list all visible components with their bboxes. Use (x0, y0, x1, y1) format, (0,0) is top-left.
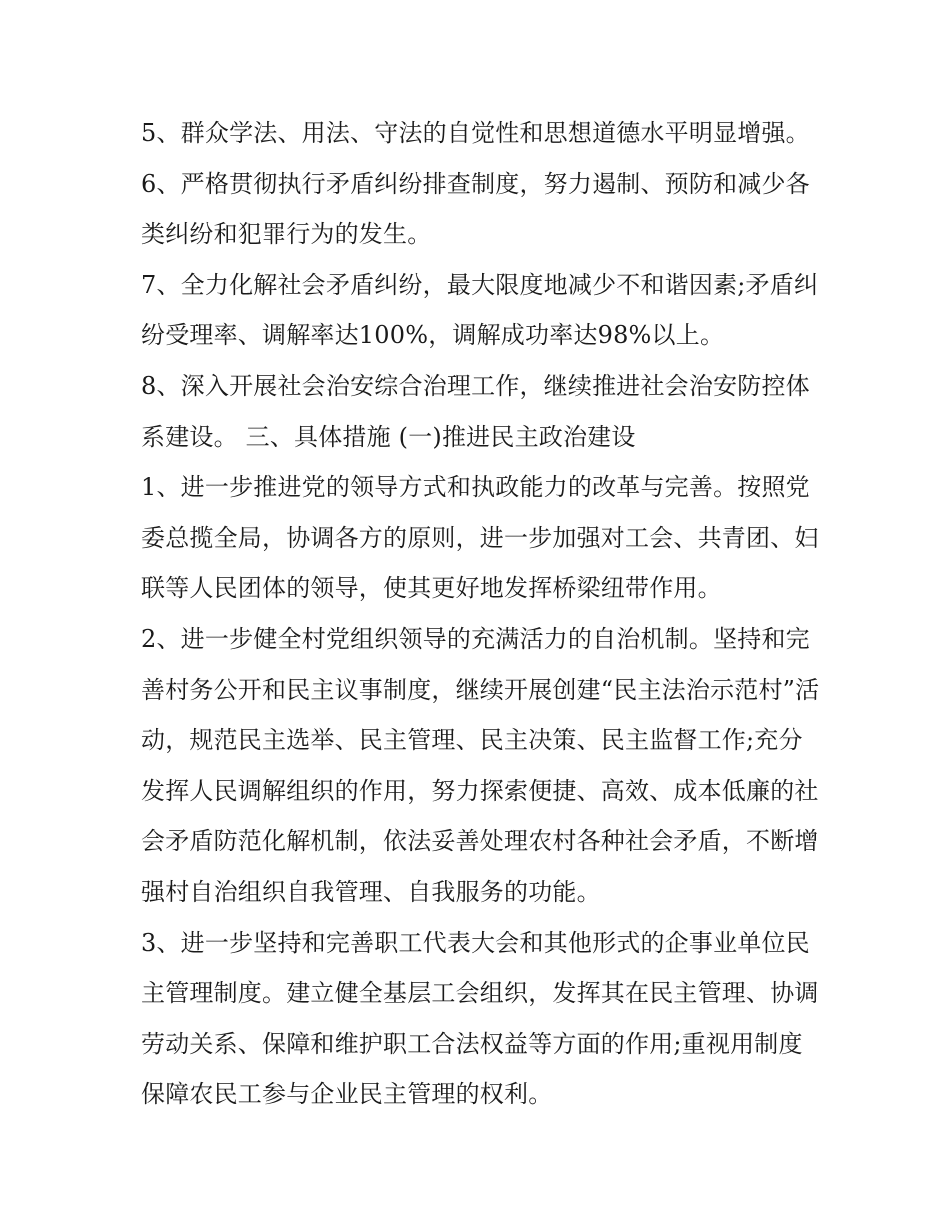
paragraph-measure-2: 2、进一步健全村党组织领导的充满活力的自治机制。坚持和完善村务公开和民主议事制度，继续开展创建“民主法治示范村”活动，规范民主选举、民主管理、民主决策、民主监督工作;充分发挥人民调解组织的作用，努力探索便捷、高效、成本低廉的社会矛盾防范化解机制，依法妥善处理农村各种社会矛盾，不断增强村自治组织自我管理、自我服务的功能。 (141, 624, 820, 906)
paragraph-item-7: 7、全力化解社会矛盾纠纷，最大限度地减少不和谐因素;矛盾纠纷受理率、调解率达100%，调解成功率达98%以上。 (141, 270, 819, 350)
paragraph-item-8: 8、深入开展社会治安综合治理工作，继续推进社会治安防控体系建设。 三、具体措施 (一)推进民主政治建设 (141, 371, 810, 451)
paragraph-measure-1: 1、进一步推进党的领导方式和执政能力的改革与完善。按照党委总揽全局，协调各方的原则，进一步加强对工会、共青团、妇联等人民团体的领导，使其更好地发挥桥梁纽带作用。 (141, 473, 819, 603)
paragraph-item-5-6: 5、群众学法、用法、守法的自觉性和思想道德水平明显增强。 6、严格贯彻执行矛盾纠纷排查制度，努力遏制、预防和减少各类纠纷和犯罪行为的发生。 (141, 119, 810, 249)
document-body (141, 108, 821, 1120)
paragraph-measure-3: 3、进一步坚持和完善职工代表大会和其他形式的企事业单位民主管理制度。建立健全基层工会组织，发挥其在民主管理、协调劳动关系、保障和维护职工合法权益等方面的作用;重视用制度保障农民工参与企业民主管理的权利。 (141, 928, 819, 1109)
